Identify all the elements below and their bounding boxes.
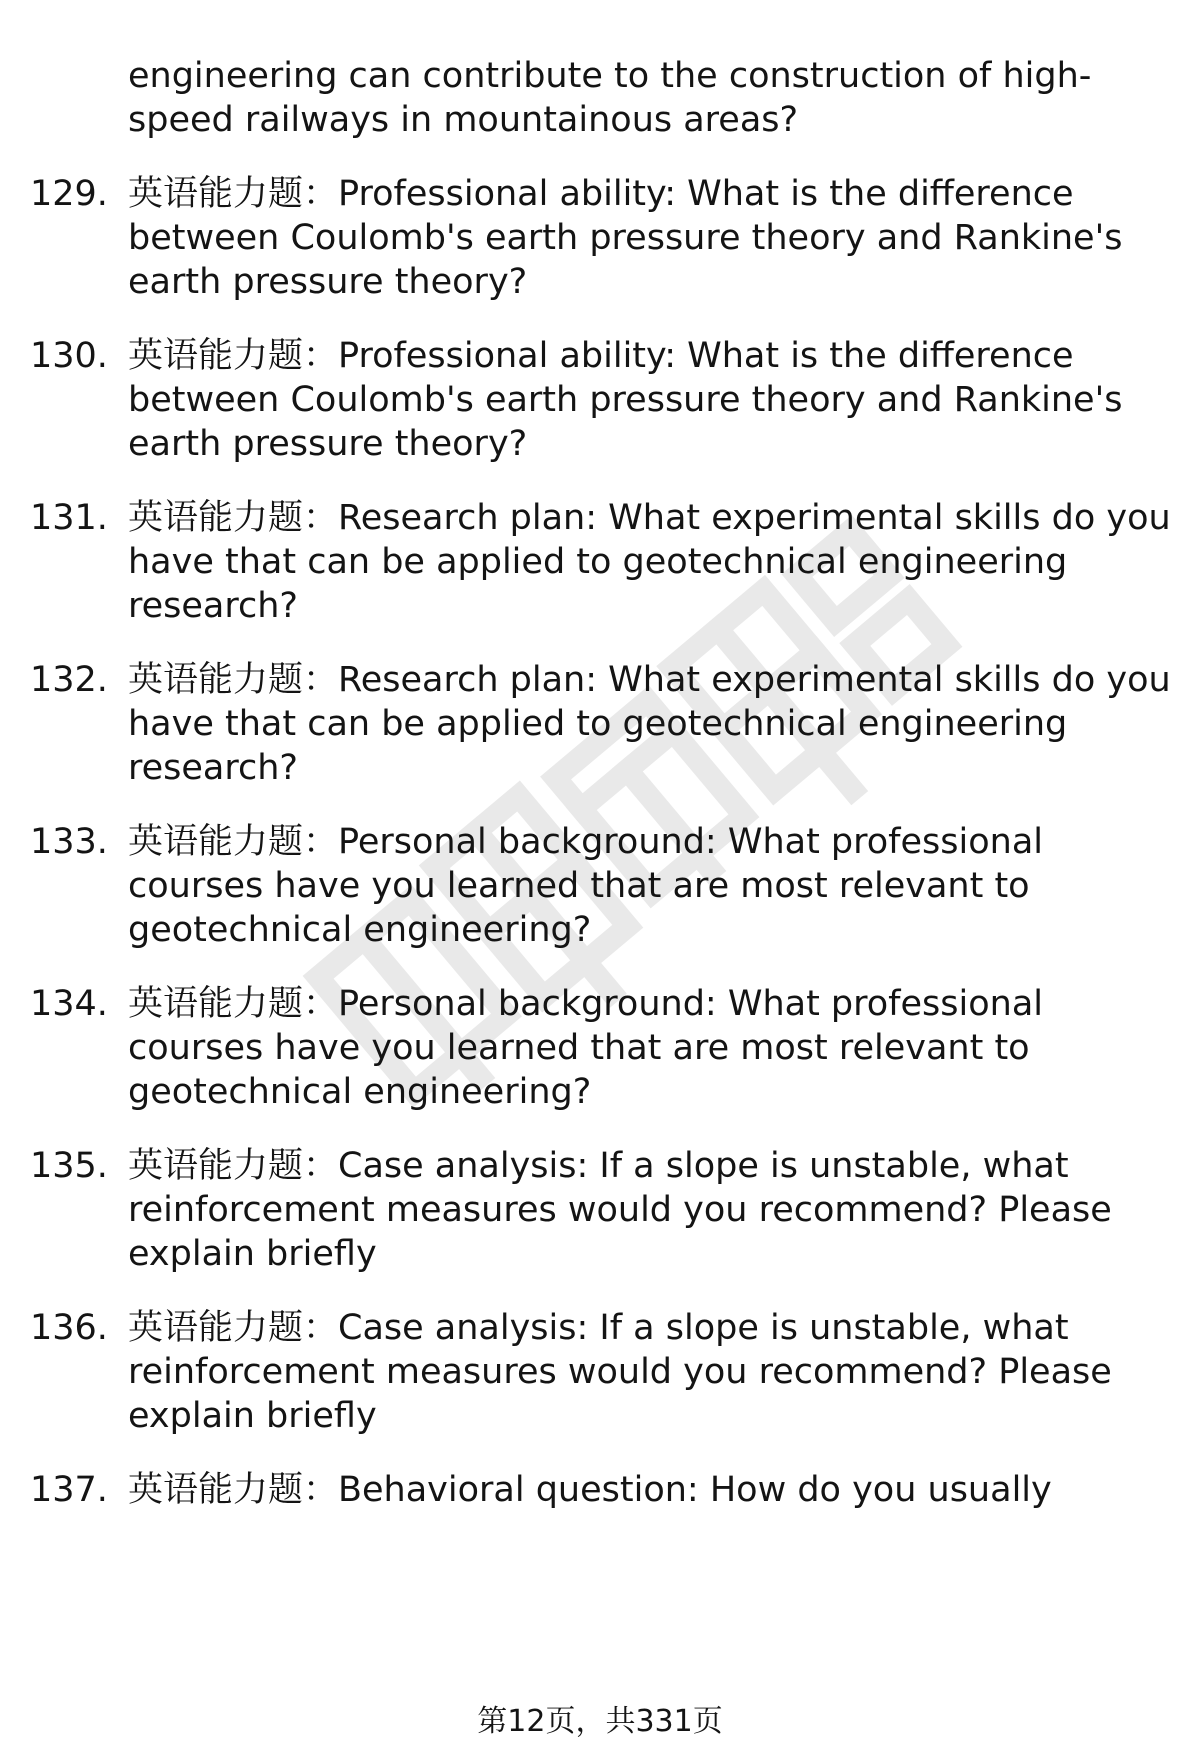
question-text: 英语能力题：Personal background: What professional xyxy=(128,984,1043,1024)
question-number: 129. xyxy=(30,174,108,214)
page-footer: 第12页，共331页 xyxy=(477,1704,723,1739)
question-number: 132. xyxy=(30,660,108,700)
question-number: 130. xyxy=(30,336,108,376)
question-number: 137. xyxy=(30,1470,108,1510)
question-text: 英语能力题：Personal background: What professional xyxy=(128,822,1043,862)
question-number: 136. xyxy=(30,1308,108,1348)
question-text: 英语能力题：Case analysis: If a slope is unstable, what xyxy=(128,1146,1069,1186)
question-number: 133. xyxy=(30,822,108,862)
question-text: 英语能力题：Behavioral question: How do you usually xyxy=(128,1470,1052,1510)
question-text: 英语能力题：Case analysis: If a slope is unstable, what xyxy=(128,1308,1069,1348)
question-text: 英语能力题：Research plan: What experimental skills do you xyxy=(128,498,1171,538)
document-page: engineering can contribute to the construction of high- speed railways in mountainous areas? 129. 英语能力题：Professional ability: What is the difference between Coulomb's earth pressure theory and Rankine's earth pressure theory? 130. 英语能力题：Professional ability: What is the difference between Coulomb's earth pressure theory and Rankine's earth pressure theory? 131. 英语能力题：Research plan: What experimental skills do you have that can be applied to geotechnical engineering research? 132. 英语能力题：Research plan: What experimental skills do you have that can be applied to geotechnical engineering research? 133. 英语能力题：Personal background: What professional courses have you learned that are most relevant to geotechnical engineering? 134. 英语能力题：Personal background: What professional courses have you learned that are most relevant to geotechnical engineering? 135. 英语能力题：Case analysis: If a slope is unstable, what reinforcement measures would you recommend? Please explain briefly 136. 英语能力题：Case analysis: If a slope is unstable, what reinforcement measures would you recommend? Please explain briefly 137. 英语能力题：Behavioral question: How do you usually 第12页，共331页 xyxy=(0,0,1200,1755)
question-number: 131. xyxy=(30,498,108,538)
question-number: 135. xyxy=(30,1146,108,1186)
question-text: 英语能力题：Research plan: What experimental skills do you xyxy=(128,660,1171,700)
question-text: 英语能力题：Professional ability: What is the difference xyxy=(128,336,1074,376)
question-number: 134. xyxy=(30,984,108,1024)
question-text: 英语能力题：Professional ability: What is the difference xyxy=(128,174,1074,214)
